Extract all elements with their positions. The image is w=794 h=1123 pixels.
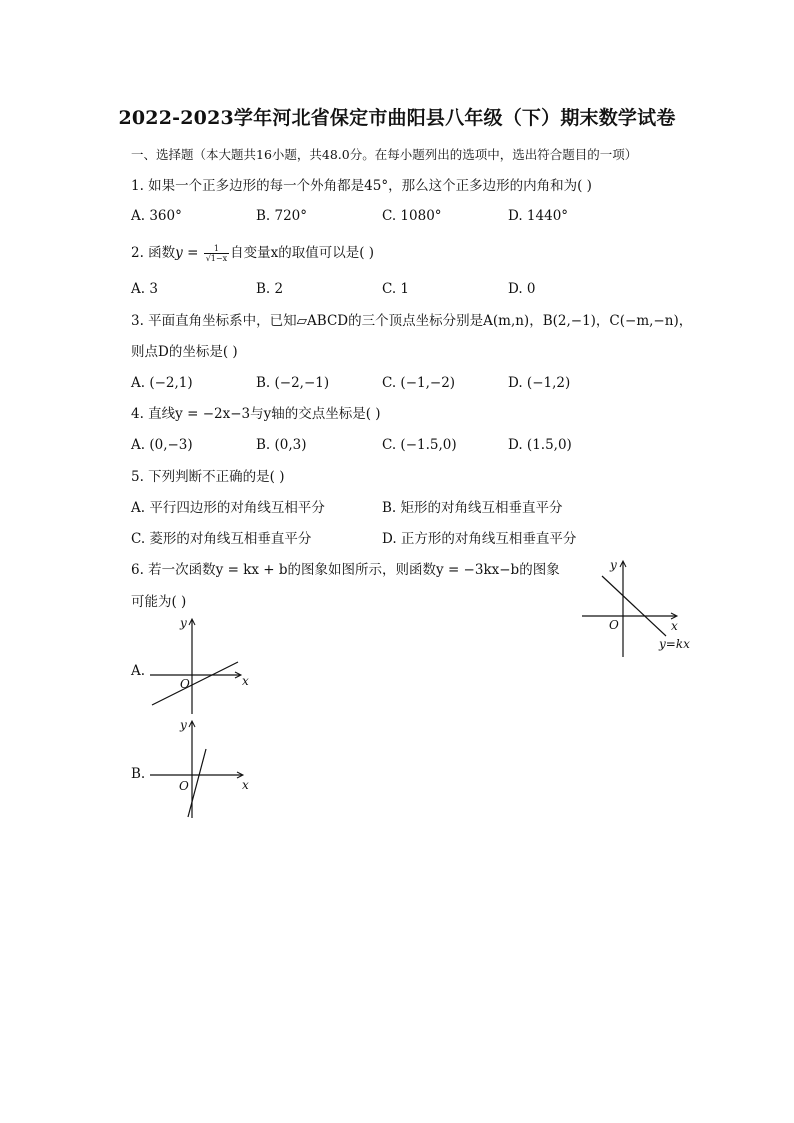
b-graph-line [188, 749, 206, 817]
q5-option-b: B. 矩形的对角线互相垂直平分 [382, 500, 563, 516]
question-6-stem-line2: 可能为( ) [131, 594, 187, 610]
question-3-stem-line2: 则点D的坐标是( ) [131, 344, 238, 360]
b-x-label: x [242, 778, 249, 792]
q4-option-a: A. (0,−3) [131, 437, 193, 453]
q3-option-c: C. (−1,−2) [382, 375, 456, 391]
q2-option-a: A. 3 [131, 281, 158, 297]
q1-option-a: A. 360° [131, 208, 182, 224]
q3-option-b: B. (−2,−1) [256, 375, 330, 391]
question-6-stem: 6. 若一次函数y = kx + b的图象如图所示，则函数y = −3kx−b的图象 [131, 562, 560, 578]
q5-option-c: C. 菱形的对角线互相垂直平分 [131, 531, 312, 547]
q2-stem-number: 2. 函数 [131, 245, 176, 261]
q5-option-d: D. 正方形的对角线互相垂直平分 [382, 531, 577, 547]
ref-line-label: y=kx [659, 637, 690, 651]
page-title: 2022-2023学年河北省保定市曲阳县八年级（下）期末数学试卷 [118, 107, 676, 129]
a-origin-label: O [180, 677, 190, 691]
q2-stem-tail: 自变量x的取值可以是( ) [230, 245, 375, 261]
q1-option-c: C. 1080° [382, 208, 442, 224]
q1-option-d: D. 1440° [508, 208, 569, 224]
ref-y-label: y [610, 558, 617, 572]
q2-option-d: D. 0 [508, 281, 536, 297]
q6-option-b-graph [148, 716, 258, 820]
question-2-stem [131, 244, 374, 263]
q2-fraction-denominator: √1−x [205, 254, 228, 263]
q1-option-b: B. 720° [256, 208, 308, 224]
q6-option-a-graph [148, 614, 258, 716]
q5-option-a: A. 平行四边形的对角线互相平分 [131, 500, 325, 516]
q3-option-d: D. (−1,2) [508, 375, 571, 391]
q2-option-c: C. 1 [382, 281, 410, 297]
q6-option-b: B. [131, 766, 146, 782]
q6-option-a: A. [131, 663, 146, 679]
question-1-stem: 1. 如果一个正多边形的每一个外角都是45°，那么这个正多边形的内角和为( ) [131, 178, 592, 194]
b-y-label: y [180, 718, 187, 732]
a-y-label: y [180, 616, 187, 630]
q4-option-d: D. (1.5,0) [508, 437, 572, 453]
q2-fraction-numerator: 1 [204, 244, 229, 254]
q4-option-c: C. (−1.5,0) [382, 437, 457, 453]
a-graph-line [152, 662, 238, 705]
section-heading: 一、选择题（本大题共16小题，共48.0分。在每小题列出的选项中，选出符合题目的一项） [131, 147, 638, 162]
q2-function-y: y = [175, 245, 203, 261]
q3-option-a: A. (−2,1) [131, 375, 193, 391]
q2-option-b: B. 2 [256, 281, 284, 297]
question-5-stem: 5. 下列判断不正确的是( ) [131, 469, 285, 485]
q6-reference-graph [578, 558, 693, 658]
question-3-stem: 3. 平面直角坐标系中，已知▱ABCD的三个顶点坐标分别是A(m,n)，B(2,−1)，C(−m,−n)， [131, 313, 693, 329]
ref-x-label: x [671, 619, 678, 633]
a-x-label: x [242, 674, 249, 688]
q2-fraction [204, 244, 229, 263]
question-4-stem: 4. 直线y = −2x−3与y轴的交点坐标是( ) [131, 406, 381, 422]
b-origin-label: O [179, 779, 189, 793]
ref-origin-label: O [609, 618, 619, 632]
q4-option-b: B. (0,3) [256, 437, 307, 453]
